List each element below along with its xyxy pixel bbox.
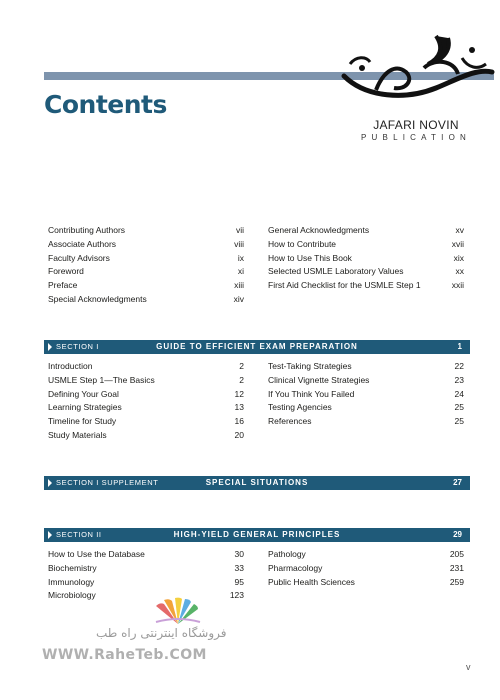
toc-entry-page: 12 <box>234 388 244 399</box>
toc-entry-title: Learning Strategies <box>48 402 122 413</box>
toc-entry[interactable] <box>268 416 464 430</box>
publisher-logo <box>336 28 496 140</box>
section-title: HIGH-YIELD GENERAL PRINCIPLES <box>173 530 341 539</box>
toc-entry-page: 25 <box>454 402 464 413</box>
watermark-persian-text: فروشگاه اینترنتی راه طب <box>96 626 227 640</box>
toc-entry-page: xiii <box>234 280 244 291</box>
toc-entry-page: 23 <box>454 374 464 385</box>
toc-entry-page: 13 <box>234 402 244 413</box>
toc-entry-page: xi <box>237 266 244 277</box>
toc-entry-title: First Aid Checklist for the USMLE Step 1 <box>268 280 421 291</box>
toc-entry-title: Testing Agencies <box>268 402 332 413</box>
toc-entry[interactable] <box>48 225 244 239</box>
toc-entry-page: ix <box>237 252 244 263</box>
toc-entry-title: Defining Your Goal <box>48 388 119 399</box>
toc-entry-title: How to Use the Database <box>48 549 145 559</box>
section-page: 27 <box>453 478 462 487</box>
toc-entry[interactable] <box>268 239 464 253</box>
toc-entry-title: References <box>268 416 312 427</box>
toc-entry[interactable] <box>268 402 464 416</box>
toc-entry-title: Biochemistry <box>48 562 97 573</box>
toc-entry-title: Public Health Sciences <box>268 576 355 587</box>
section-label: SECTION II <box>56 530 102 539</box>
toc-entry-title: General Acknowledgments <box>268 225 370 235</box>
toc-entry-page: 30 <box>234 549 244 559</box>
toc-entry[interactable] <box>48 549 244 563</box>
toc-entry-title: Introduction <box>48 361 93 371</box>
watermark-url: WWW.RaheTeb.COM <box>42 647 207 663</box>
toc-entry-page: 22 <box>454 361 464 371</box>
watermark <box>40 596 240 666</box>
section-page: 1 <box>457 342 462 351</box>
toc-entry-title: USMLE Step 1—The Basics <box>48 374 155 385</box>
toc-entry[interactable] <box>48 430 244 444</box>
toc-entry-page: 2 <box>239 374 244 385</box>
toc-entry-title: Selected USMLE Laboratory Values <box>268 266 404 277</box>
toc-entry-page: 95 <box>234 576 244 587</box>
toc-entry[interactable] <box>268 266 464 280</box>
toc-entry-page: 123 <box>229 590 244 601</box>
toc-entry[interactable] <box>48 239 244 253</box>
toc-entry[interactable] <box>268 361 464 375</box>
toc-entry[interactable] <box>48 253 244 267</box>
toc-entry[interactable] <box>48 280 244 294</box>
toc-entry-title: Contributing Authors <box>48 225 126 235</box>
toc-entry-title: How to Use This Book <box>268 252 352 263</box>
toc-entry-title: Preface <box>48 280 78 291</box>
toc-entry-title: Timeline for Study <box>48 416 117 427</box>
toc-entry[interactable] <box>48 361 244 375</box>
toc-entry-page: xxii <box>451 280 464 291</box>
toc-entry[interactable] <box>48 577 244 591</box>
toc-entry[interactable] <box>268 280 464 294</box>
toc-entry[interactable] <box>48 266 244 280</box>
toc-entry-page: xx <box>455 266 464 277</box>
toc-entry-title: Test-Taking Strategies <box>268 361 352 371</box>
toc-entry-title: Microbiology <box>48 590 96 601</box>
section-title: SPECIAL SITUATIONS <box>205 478 309 487</box>
toc-entry-page: 25 <box>454 416 464 427</box>
toc-entry[interactable] <box>268 253 464 267</box>
toc-entry-title: Faculty Advisors <box>48 252 110 263</box>
toc-entry-page: xix <box>453 252 464 263</box>
toc-entry-title: Foreword <box>48 266 84 277</box>
page-title: Contents <box>44 90 167 119</box>
toc-entry-page: 24 <box>454 388 464 399</box>
toc-entry[interactable] <box>268 563 464 577</box>
section-title: GUIDE TO EFFICIENT EXAM PREPARATION <box>156 342 358 351</box>
toc-entry-title: If You Think You Failed <box>268 388 355 399</box>
toc-entry[interactable] <box>268 577 464 591</box>
toc-entry-page: xv <box>455 225 464 235</box>
toc-entry[interactable] <box>268 375 464 389</box>
toc-entry-page: 205 <box>449 549 464 559</box>
section-header-bar[interactable] <box>44 340 470 354</box>
toc-entry[interactable] <box>48 375 244 389</box>
section-header-bar[interactable] <box>44 476 470 490</box>
toc-entry-page: 259 <box>449 576 464 587</box>
toc-entry-page: 231 <box>449 562 464 573</box>
toc-entry-page: 2 <box>239 361 244 371</box>
toc-entry-title: Pathology <box>268 549 306 559</box>
toc-entry-title: Immunology <box>48 576 95 587</box>
toc-entry-title: Pharmacology <box>268 562 323 573</box>
section-label: SECTION I <box>56 342 99 351</box>
toc-entry[interactable] <box>268 389 464 403</box>
toc-entry[interactable] <box>48 402 244 416</box>
publisher-name: JAFARI NOVIN <box>373 118 459 132</box>
toc-entry[interactable] <box>48 563 244 577</box>
toc-entry-title: Clinical Vignette Strategies <box>268 374 370 385</box>
section-page: 29 <box>453 530 462 539</box>
toc-entry[interactable] <box>268 549 464 563</box>
page-number: v <box>466 662 471 672</box>
section-header-bar[interactable] <box>44 528 470 542</box>
toc-entry-page: 20 <box>234 430 244 440</box>
toc-entry-page: vii <box>235 225 244 235</box>
toc-entry-title: Associate Authors <box>48 238 117 249</box>
toc-entry-page: 16 <box>234 416 244 427</box>
toc-entry[interactable] <box>48 416 244 430</box>
toc-entry[interactable] <box>48 294 244 308</box>
section-label: SECTION I SUPPLEMENT <box>56 478 159 487</box>
toc-entry-page: 33 <box>234 562 244 573</box>
publisher-subtitle: PUBLICATION <box>361 133 471 142</box>
toc-entry[interactable] <box>48 389 244 403</box>
toc-entry[interactable] <box>268 225 464 239</box>
toc-entry-title: Study Materials <box>48 430 107 440</box>
calligraphy-logo-icon <box>336 28 496 118</box>
toc-entry-title: How to Contribute <box>268 238 337 249</box>
toc-entry-page: xiv <box>233 294 244 304</box>
toc-entry-title: Special Acknowledgments <box>48 294 147 304</box>
book-fan-icon <box>150 596 206 626</box>
toc-entry-page: xvii <box>451 238 464 249</box>
toc-entry-page: viii <box>234 238 244 249</box>
